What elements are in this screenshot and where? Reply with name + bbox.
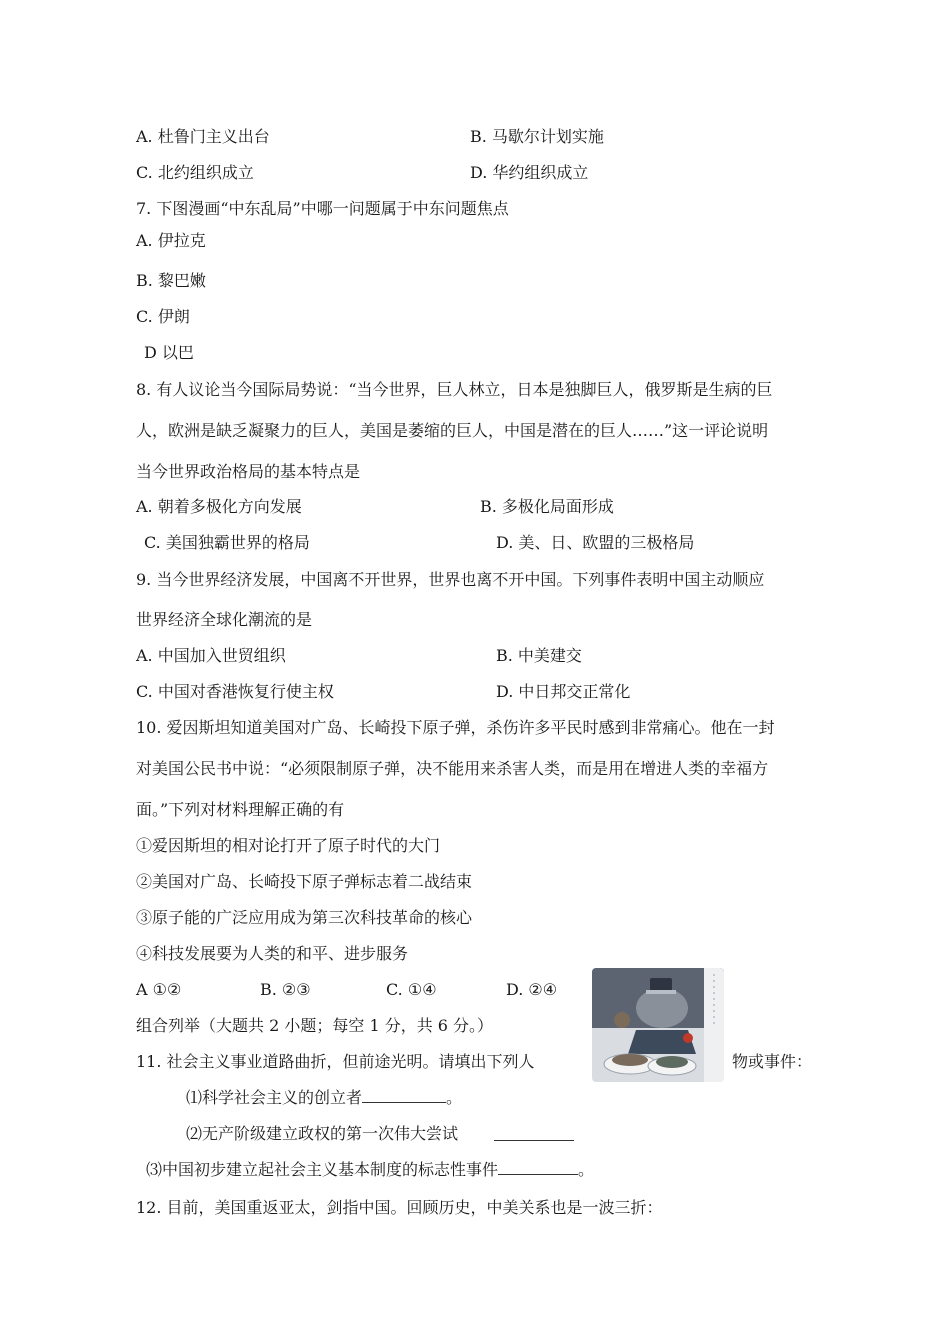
- q11-sub-1-end: 。: [446, 1088, 463, 1107]
- q11-sub-2-text: ⑵无产阶级建立政权的第一次伟大尝试: [186, 1124, 459, 1143]
- q9-option-c: C. 中国对香港恢复行使主权: [136, 682, 334, 701]
- q6-option-a: A. 杜鲁门主义出台: [136, 127, 270, 146]
- q7-option-b: B. 黎巴嫩: [136, 271, 206, 290]
- q11-sub-3: [146, 1160, 594, 1180]
- q11-stem-left: 11. 社会主义事业道路曲折，但前途光明。请填出下列人: [136, 1052, 535, 1071]
- q8-option-b: B. 多极化局面形成: [480, 497, 614, 516]
- q11-sub-1-text: ⑴科学社会主义的创立者: [186, 1088, 363, 1107]
- q8-stem-line-2: 人，欧洲是缺乏凝聚力的巨人，美国是萎缩的巨人，中国是潜在的巨人……”这一评论说明: [136, 421, 769, 440]
- q6-option-b: B. 马歇尔计划实施: [470, 127, 604, 146]
- q10-statement-2: ②美国对广岛、长崎投下原子弹标志着二战结束: [136, 872, 473, 891]
- q10-statement-1: ①爱因斯坦的相对论打开了原子时代的大门: [136, 836, 441, 855]
- middle-east-cartoon-image: [592, 968, 724, 1082]
- q10-option-b: B. ②③: [260, 980, 311, 999]
- q7-option-d: D 以巴: [144, 343, 194, 362]
- q10-stem-line-1: 10. 爱因斯坦知道美国对广岛、长崎投下原子弹，杀伤许多平民时感到非常痛心。他在一封: [136, 718, 775, 737]
- q10-option-a: A ①②: [136, 980, 182, 999]
- q10-statement-3: ③原子能的广泛应用成为第三次科技革命的核心: [136, 908, 473, 927]
- section-heading: 组合列举（大题共 2 小题；每空 1 分，共 6 分。）: [136, 1016, 494, 1035]
- q11-sub-3-text: ⑶中国初步建立起社会主义基本制度的标志性事件: [146, 1160, 499, 1179]
- q10-option-d: D. ②④: [506, 980, 558, 999]
- q9-option-b: B. 中美建交: [496, 646, 582, 665]
- q10-stem-line-2: 对美国公民书中说：“必须限制原子弹，决不能用来杀害人类，而是用在增进人类的幸福方: [136, 759, 769, 778]
- q11-sub-1-answer-blank[interactable]: [362, 1088, 446, 1103]
- q8-option-d: D. 美、日、欧盟的三极格局: [496, 533, 695, 552]
- q11-sub-2-answer-blank[interactable]: [494, 1126, 574, 1141]
- q9-option-a: A. 中国加入世贸组织: [136, 646, 286, 665]
- q7-option-a: A. 伊拉克: [136, 231, 206, 250]
- q10-option-c: C. ①④: [386, 980, 437, 999]
- q8-option-c: C. 美国独霸世界的格局: [144, 533, 310, 552]
- q11-stem-right: 物或事件：: [732, 1052, 813, 1071]
- q11-sub-2: [186, 1124, 458, 1144]
- q7-stem: 7. 下图漫画“中东乱局”中哪一问题属于中东问题焦点: [136, 199, 509, 218]
- q11-sub-3-answer-blank[interactable]: [498, 1160, 578, 1175]
- q10-statement-4: ④科技发展要为人类的和平、进步服务: [136, 944, 409, 963]
- q8-stem-line-1: 8. 有人议论当今国际局势说：“当今世界，巨人林立，日本是独脚巨人，俄罗斯是生病的巨: [136, 380, 773, 399]
- q6-option-d: D. 华约组织成立: [470, 163, 589, 182]
- q7-option-c: C. 伊朗: [136, 307, 190, 326]
- q8-option-a: A. 朝着多极化方向发展: [136, 497, 302, 516]
- q10-stem-line-3: 面。”下列对材料理解正确的有: [136, 800, 345, 819]
- q6-option-c: C. 北约组织成立: [136, 163, 254, 182]
- q11-sub-1: [186, 1088, 462, 1108]
- q9-option-d: D. 中日邦交正常化: [496, 682, 631, 701]
- q11-sub-3-end: 。: [578, 1160, 595, 1179]
- q8-stem-line-3: 当今世界政治格局的基本特点是: [136, 462, 361, 481]
- q9-stem-line-1: 9. 当今世界经济发展，中国离不开世界，世界也离不开中国。下列事件表明中国主动顺应: [136, 570, 765, 589]
- q12-stem: 12. 目前，美国重返亚太，剑指中国。回顾历史，中美关系也是一波三折：: [136, 1198, 663, 1217]
- q9-stem-line-2: 世界经济全球化潮流的是: [136, 610, 313, 629]
